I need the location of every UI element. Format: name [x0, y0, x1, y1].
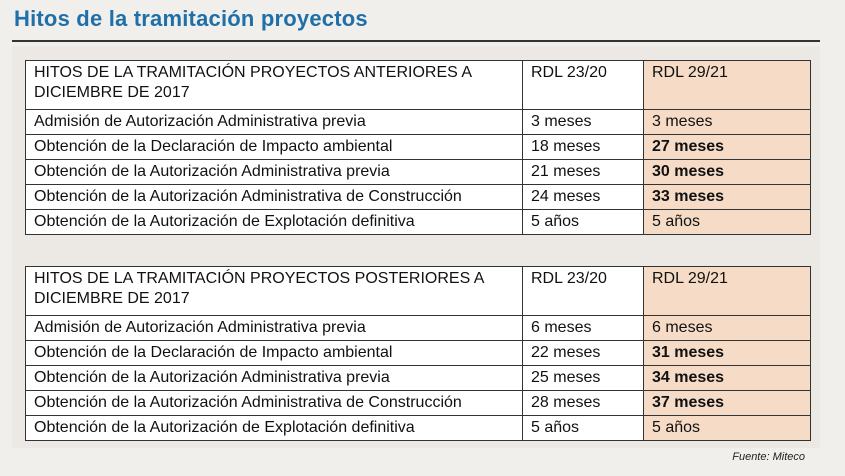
table-row [26, 366, 811, 391]
source-credit: Fuente: Miteco [732, 451, 805, 463]
table-row [26, 185, 811, 210]
milestone-cell: Obtención de la Autorización de Explotación definitiva [26, 416, 523, 441]
table-row [26, 416, 811, 441]
milestone-cell: Admisión de Autorización Administrativa previa [26, 110, 523, 135]
rdl-29-21-cell: 31 meses [644, 341, 811, 366]
milestone-cell: Obtención de la Autorización Administrativa previa [26, 160, 523, 185]
rdl-23-20-cell: 18 meses [523, 135, 644, 160]
header-rdl-29-21: RDL 29/21 [644, 267, 811, 316]
rdl-29-21-cell: 5 años [644, 210, 811, 235]
rdl-29-21-cell: 30 meses [644, 160, 811, 185]
milestone-cell: Obtención de la Autorización de Explotación definitiva [26, 210, 523, 235]
table-row [26, 210, 811, 235]
table-projects-before-2017 [25, 60, 811, 235]
table-header-row [26, 61, 811, 110]
table-row [26, 341, 811, 366]
header-rdl-23-20: RDL 23/20 [523, 61, 644, 110]
table-projects-after-2017 [25, 266, 811, 441]
rdl-29-21-cell: 33 meses [644, 185, 811, 210]
rdl-23-20-cell: 22 meses [523, 341, 644, 366]
table-row [26, 316, 811, 341]
title-divider [12, 40, 820, 42]
header-milestones: HITOS DE LA TRAMITACIÓN PROYECTOS ANTERIORES A DICIEMBRE DE 2017 [26, 61, 523, 110]
rdl-23-20-cell: 5 años [523, 416, 644, 441]
header-rdl-29-21: RDL 29/21 [644, 61, 811, 110]
rdl-29-21-cell: 3 meses [644, 110, 811, 135]
header-milestones: HITOS DE LA TRAMITACIÓN PROYECTOS POSTERIORES A DICIEMBRE DE 2017 [26, 267, 523, 316]
rdl-29-21-cell: 6 meses [644, 316, 811, 341]
table-header-row [26, 267, 811, 316]
rdl-29-21-cell: 5 años [644, 416, 811, 441]
table-row [26, 391, 811, 416]
rdl-23-20-cell: 28 meses [523, 391, 644, 416]
header-rdl-23-20: RDL 23/20 [523, 267, 644, 316]
rdl-23-20-cell: 21 meses [523, 160, 644, 185]
rdl-29-21-cell: 37 meses [644, 391, 811, 416]
table-row [26, 135, 811, 160]
milestone-cell: Admisión de Autorización Administrativa previa [26, 316, 523, 341]
milestone-cell: Obtención de la Autorización Administrativa previa [26, 366, 523, 391]
rdl-29-21-cell: 34 meses [644, 366, 811, 391]
rdl-23-20-cell: 3 meses [523, 110, 644, 135]
rdl-23-20-cell: 25 meses [523, 366, 644, 391]
milestone-cell: Obtención de la Declaración de Impacto ambiental [26, 341, 523, 366]
milestone-cell: Obtención de la Autorización Administrativa de Construcción [26, 391, 523, 416]
rdl-23-20-cell: 5 años [523, 210, 644, 235]
page-title: Hitos de la tramitación proyectos [14, 6, 368, 31]
rdl-23-20-cell: 6 meses [523, 316, 644, 341]
milestone-cell: Obtención de la Declaración de Impacto ambiental [26, 135, 523, 160]
table-row [26, 160, 811, 185]
milestone-cell: Obtención de la Autorización Administrativa de Construcción [26, 185, 523, 210]
rdl-23-20-cell: 24 meses [523, 185, 644, 210]
rdl-29-21-cell: 27 meses [644, 135, 811, 160]
table-row [26, 110, 811, 135]
